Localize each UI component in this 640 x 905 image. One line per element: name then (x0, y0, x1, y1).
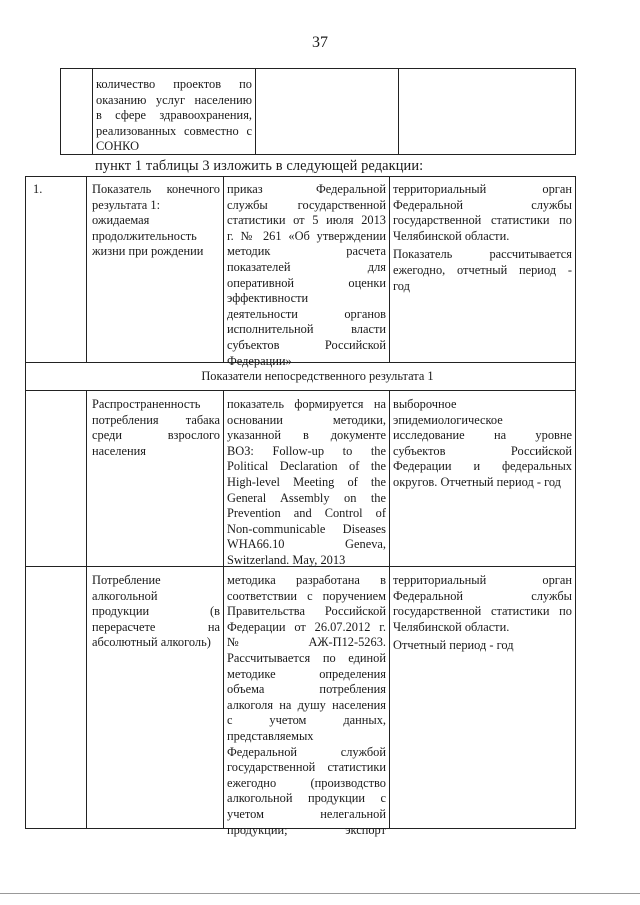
text-line: Федеральной службой (227, 744, 386, 759)
text-line: ожидаемая (92, 213, 150, 228)
text-line: представляемых (227, 728, 314, 743)
text-line: потребления табака (92, 412, 220, 427)
text-line: алкогольной (92, 588, 158, 603)
text-line: выборочное (393, 397, 457, 411)
text-line: основании методики, (227, 412, 386, 427)
text-line: Федерации и федеральных (393, 459, 572, 474)
text-line: Отчетный период - год (393, 638, 514, 653)
text-line: показателей для (227, 259, 386, 274)
row1-indicator-cell (92, 182, 220, 260)
text-line: среди взрослого (92, 428, 220, 443)
text-line: Показатель конечного (92, 182, 220, 196)
text-line: Челябинской области. (393, 228, 510, 243)
text-line: эпидемиологическое (393, 412, 503, 427)
text-line: СОНКО (96, 139, 140, 154)
text-line: округов. Отчетный период - год (393, 474, 561, 489)
text-line: методик расчета (227, 244, 386, 259)
text-line: Челябинской области. (393, 619, 510, 634)
row2-method-cell (227, 397, 386, 569)
text-line: Political Declaration of the (227, 459, 386, 474)
text-line: субъектов Российской (393, 443, 572, 458)
text-line: эффективности (227, 291, 309, 306)
text-line: Потребление (92, 573, 161, 587)
text-line: продукции; экспорт (227, 822, 386, 837)
text-line: General Assembly on the (227, 490, 386, 505)
text-line: абсолютный алкоголь) (92, 635, 211, 650)
text-line: субъектов Российской (227, 337, 386, 352)
text-line: Федеральной службы (393, 588, 572, 603)
text-line: исполнительной власти (227, 322, 386, 337)
text-line: в сфере здравоохранения, (96, 108, 252, 123)
text-line: территориальный орган (393, 573, 572, 587)
text-line: WHA66.10 Geneva, (227, 537, 386, 552)
row2-indicator-cell (92, 397, 220, 459)
text-line: Распространенность (92, 397, 201, 411)
text-line: Правительства Российской (227, 604, 386, 619)
text-line: показатель формируется на (227, 397, 386, 411)
text-line: Prevention and Control of (227, 506, 386, 521)
instruction-text: пункт 1 таблицы 3 изложить в следующей редакции: (95, 158, 424, 174)
text-line: населения (92, 443, 146, 458)
text-line: приказ Федеральной (227, 182, 386, 196)
text-line: результата 1: (92, 197, 161, 212)
text-line: High-level Meeting of the (227, 474, 386, 489)
text-line: исследование на уровне (393, 428, 572, 443)
text-line: жизни при рождении (92, 244, 204, 259)
text-line: объема потребления (227, 682, 386, 697)
row1-source-cell (393, 182, 572, 294)
text-line: продолжительность (92, 228, 197, 243)
text-line: методика разработана в (227, 573, 386, 587)
text-line: с учетом данных, (227, 713, 386, 728)
text-line: г. № 261 «Об утверждении (227, 228, 386, 243)
page-bottom-edge (0, 893, 640, 894)
text-line: ежегодно (производство (227, 775, 386, 790)
text-line: Федерации» (227, 353, 292, 368)
text-line: государственной статистики по (393, 604, 572, 619)
text-line: продукции (в (92, 604, 220, 619)
text-line: алкоголя на душу населения (227, 697, 386, 712)
text-line: оперативной оценки (227, 275, 386, 290)
section-heading: Показатели непосредственного результата 1 (201, 369, 434, 383)
top-table-indicator-cell (96, 77, 252, 155)
row3-indicator-cell (92, 573, 220, 651)
row1-number: 1. (33, 182, 43, 196)
text-line: ежегодно, отчетный период - (393, 262, 572, 277)
page-number: 37 (312, 34, 328, 51)
text-line: учетом нелегальной (227, 806, 386, 821)
row3-source-cell (393, 573, 572, 654)
text-line: государственной статистики (227, 760, 386, 775)
text-line: ВОЗ: Follow-up to the (227, 443, 386, 458)
text-line: Non-communicable Diseases (227, 521, 386, 536)
text-line: Федерации от 26.07.2012 г. (227, 619, 386, 634)
text-line: Рассчитывается по единой (227, 650, 386, 665)
text-line: год (393, 278, 410, 293)
text-line: оказанию услуг населению (96, 92, 252, 107)
text-line: методике определения (227, 666, 386, 681)
text-line: перерасчете на (92, 619, 220, 634)
text-line: государственной статистики по (393, 213, 572, 228)
text-line: реализованных совместно с (96, 123, 252, 138)
text-line: Показатель рассчитывается (393, 247, 572, 262)
text-line: Switzerland. May, 2013 (227, 552, 346, 567)
text-line: соответствии с поручением (227, 588, 386, 603)
text-line: территориальный орган (393, 182, 572, 196)
text-line: Федеральной службы (393, 197, 572, 212)
text-line: службы государственной (227, 197, 386, 212)
text-line: алкогольной продукции с (227, 791, 386, 806)
row1-method-cell (227, 182, 386, 369)
row3-method-cell (227, 573, 386, 838)
row2-source-cell (393, 397, 572, 491)
text-line: статистики от 5 июля 2013 (227, 213, 386, 228)
text-line: деятельности органов (227, 306, 386, 321)
text-line: количество проектов по (96, 77, 252, 91)
text-line: № АЖ-П12-5263. (227, 635, 386, 650)
text-line: указанной в документе (227, 428, 386, 443)
